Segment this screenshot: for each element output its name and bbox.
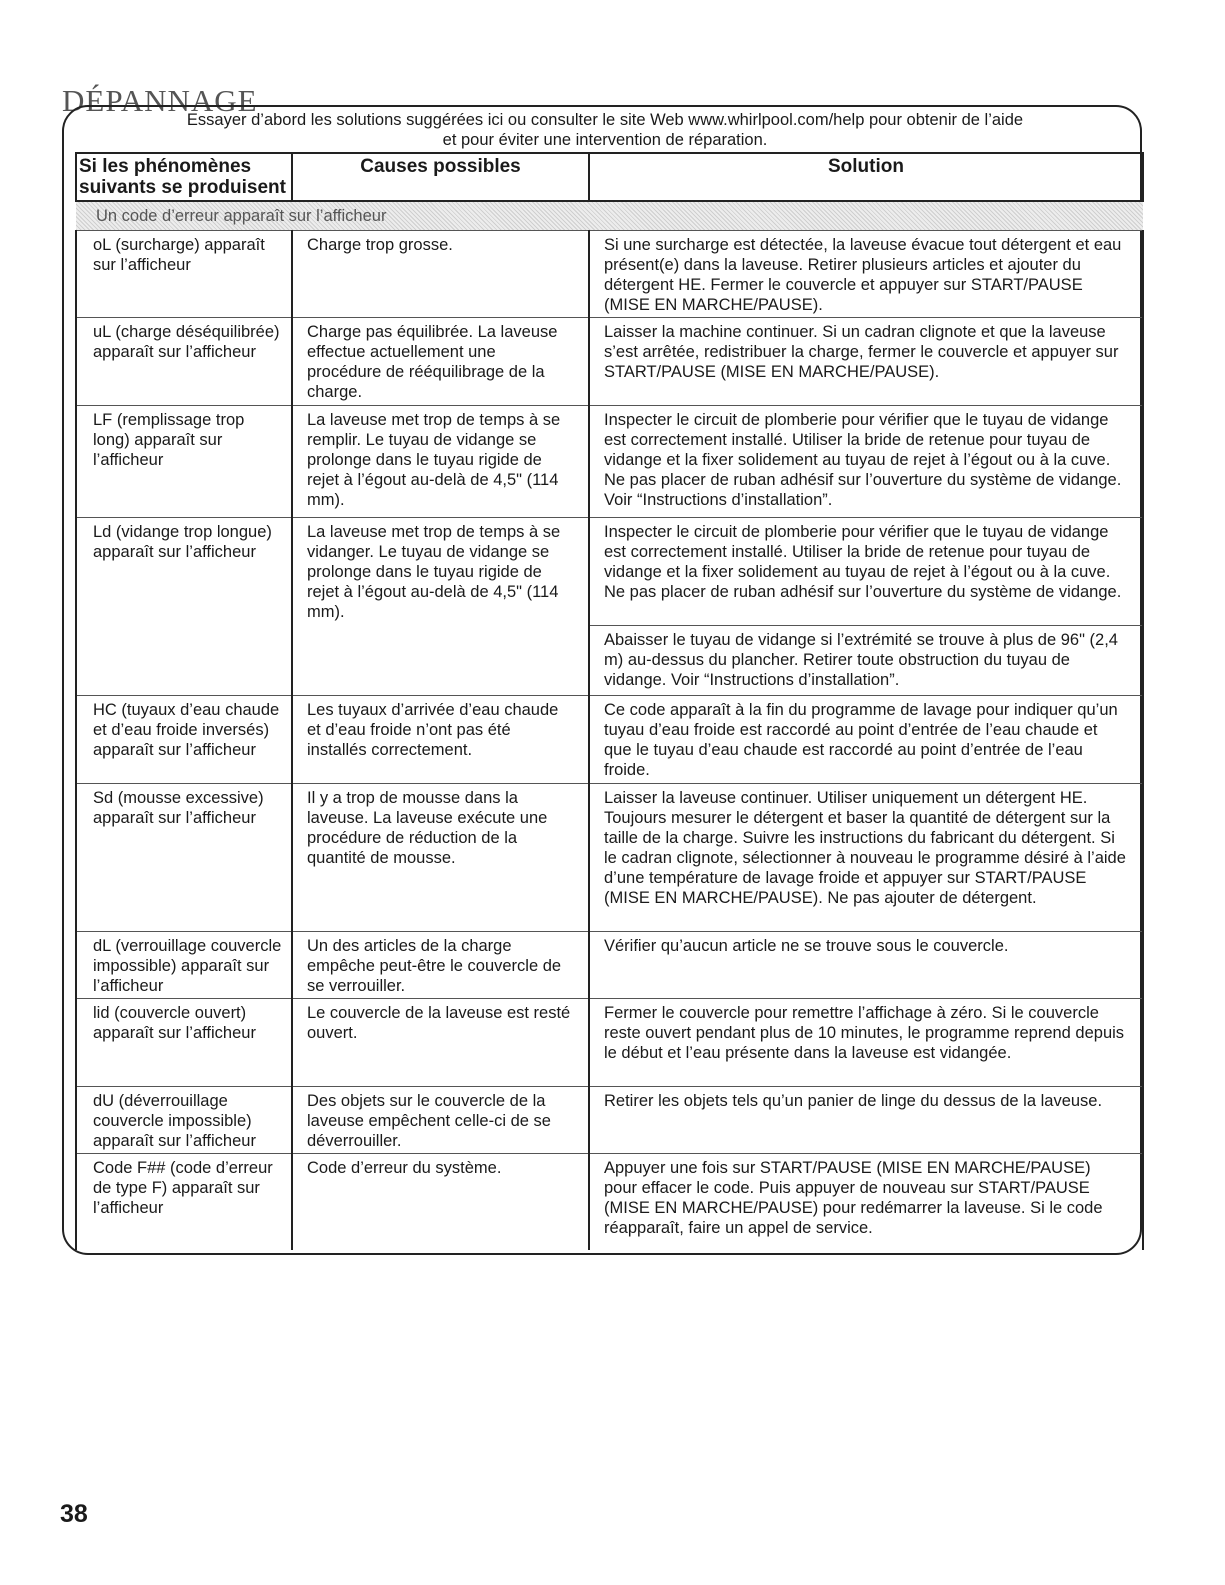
table-row	[76, 406, 1143, 518]
solution-cell: Inspecter le circuit de plomberie pour vérifier que le tuyau de vidange est correctement installé. Utiliser la bride de retenue pour tuyau de vidange et la fixer solidement au tuyau de rejet à l’égout ou à la cuve. Ne pas placer de ruban adhésif sur l’ouverture du système de vidange.	[589, 518, 1143, 626]
intro-text	[75, 110, 1135, 150]
solution-cell: Laisser la machine continuer. Si un cadran clignote et que la laveuse s’est arrêtée, redistribuer la charge, fermer le couvercle et appuyer sur START/PAUSE (MISE EN MARCHE/PAUSE).	[589, 318, 1143, 406]
solution-cell: Appuyer une fois sur START/PAUSE (MISE EN MARCHE/PAUSE) pour effacer le code. Puis appuyer de nouveau sur START/PAUSE (MISE EN MARCHE/PAUSE) pour redémarrer la laveuse. Si le code réapparaît, faire un appel de service.	[589, 1154, 1143, 1250]
symptom-cell: Sd (mousse excessive) apparaît sur l’afficheur	[76, 784, 292, 932]
cause-cell: Des objets sur le couvercle de la laveuse empêchent celle-ci de se déverrouiller.	[292, 1087, 589, 1154]
table-row	[76, 999, 1143, 1087]
table-row	[76, 696, 1143, 784]
cause-cell: Code d’erreur du système.	[292, 1154, 589, 1250]
table-row	[76, 1087, 1143, 1154]
solution-cell: Fermer le couvercle pour remettre l’affichage à zéro. Si le couvercle reste ouvert pendant plus de 10 minutes, le programme reprend depuis le début et l’eau présente dans la laveuse est vidangée.	[589, 999, 1143, 1087]
intro-line-2: et pour éviter une intervention de réparation.	[442, 131, 768, 149]
page-number: 38	[60, 1500, 88, 1528]
symptom-cell: lid (couvercle ouvert) apparaît sur l’afficheur	[76, 999, 292, 1087]
symptom-cell: dU (déverrouillage couvercle impossible) apparaît sur l’afficheur	[76, 1087, 292, 1154]
table-row	[76, 784, 1143, 932]
cause-cell: Les tuyaux d’arrivée d’eau chaude et d’eau froide n’ont pas été installés correctement.	[292, 696, 589, 784]
table-row	[76, 1154, 1143, 1250]
solution-cell: Inspecter le circuit de plomberie pour vérifier que le tuyau de vidange est correctement installé. Utiliser la bride de retenue pour tuyau de vidange et la fixer solidement au tuyau de rejet à l’égout ou à la cuve. Ne pas placer de ruban adhésif sur l’ouverture du système de vidange. Voir “Instructions d’installation”.	[589, 406, 1143, 518]
table-row	[76, 932, 1143, 999]
symptom-cell: Code F## (code d’erreur de type F) apparaît sur l’afficheur	[76, 1154, 292, 1250]
cause-cell: Le couvercle de la laveuse est resté ouvert.	[292, 999, 589, 1087]
solution-cell: Vérifier qu’aucun article ne se trouve sous le couvercle.	[589, 932, 1143, 999]
header-solution: Solution	[589, 153, 1143, 201]
table-row	[76, 518, 1143, 626]
table-row	[76, 318, 1143, 406]
cause-cell: Un des articles de la charge empêche peut-être le couvercle de se verrouiller.	[292, 932, 589, 999]
symptom-cell: oL (surcharge) apparaît sur l’afficheur	[76, 231, 292, 318]
header-cause: Causes possibles	[292, 153, 589, 201]
cause-cell: Il y a trop de mousse dans la laveuse. La laveuse exécute une procédure de réduction de la quantité de mousse.	[292, 784, 589, 932]
solution-cell: Si une surcharge est détectée, la laveuse évacue tout détergent et eau présent(e) dans la laveuse. Retirer plusieurs articles et ajouter du détergent HE. Fermer le couvercle et appuyer sur START/PAUSE (MISE EN MARCHE/PAUSE).	[589, 231, 1143, 318]
cause-cell: La laveuse met trop de temps à se remplir. Le tuyau de vidange se prolonge dans le tuyau rigide de rejet à l’égout au-delà de 4,5" (114 mm).	[292, 406, 589, 518]
symptom-cell: dL (verrouillage couvercle impossible) apparaît sur l’afficheur	[76, 932, 292, 999]
solution-cell: Abaisser le tuyau de vidange si l’extrémité se trouve à plus de 96" (2,4 m) au-dessus du plancher. Retirer toute obstruction du tuyau de vidange. Voir “Instructions d’installation”.	[589, 626, 1143, 696]
table-header-row	[76, 153, 1143, 201]
intro-line-1: Essayer d’abord les solutions suggérées ici ou consulter le site Web www.whirlpool.com/help pour obtenir de l’aide	[186, 111, 1024, 129]
troubleshooting-table	[75, 152, 1144, 1250]
symptom-cell: HC (tuyaux d’eau chaude et d’eau froide inversés) apparaît sur l’afficheur	[76, 696, 292, 784]
solution-cell: Ce code apparaît à la fin du programme de lavage pour indiquer qu’un tuyau d’eau froide est raccordé au point d’entrée de l’eau chaude et que le tuyau d’eau chaude est raccordé au point d’entrée de l’eau froide.	[589, 696, 1143, 784]
section-title: Un code d’erreur apparaît sur l’afficheur	[76, 201, 1143, 231]
table-row	[76, 231, 1143, 318]
solution-cell: Retirer les objets tels qu’un panier de linge du dessus de la laveuse.	[589, 1087, 1143, 1154]
section-header-row	[76, 201, 1143, 231]
solution-cell: Laisser la laveuse continuer. Utiliser uniquement un détergent HE. Toujours mesurer le détergent et baser la quantité de détergent sur la taille de la charge. Suivre les instructions du fabricant du détergent. Si le cadran clignote, sélectionner à nouveau le programme désiré à l’aide d’une température de lavage froide et appuyer sur START/PAUSE (MISE EN MARCHE/PAUSE). Ne pas ajouter de détergent.	[589, 784, 1143, 932]
page-title: DÉPANNAGE	[62, 82, 258, 118]
cause-cell: Charge pas équilibrée. La laveuse effectue actuellement une procédure de rééquilibrage de la charge.	[292, 318, 589, 406]
cause-cell: La laveuse met trop de temps à se vidanger. Le tuyau de vidange se prolonge dans le tuyau rigide de rejet à l’égout au-delà de 4,5" (114 mm).	[292, 518, 589, 696]
symptom-cell: LF (remplissage trop long) apparaît sur l’afficheur	[76, 406, 292, 518]
symptom-cell: uL (charge déséquilibrée) apparaît sur l’afficheur	[76, 318, 292, 406]
cause-cell: Charge trop grosse.	[292, 231, 589, 318]
header-symptom: Si les phénomènes suivants se produisent	[76, 153, 292, 201]
symptom-cell: Ld (vidange trop longue) apparaît sur l’afficheur	[76, 518, 292, 696]
